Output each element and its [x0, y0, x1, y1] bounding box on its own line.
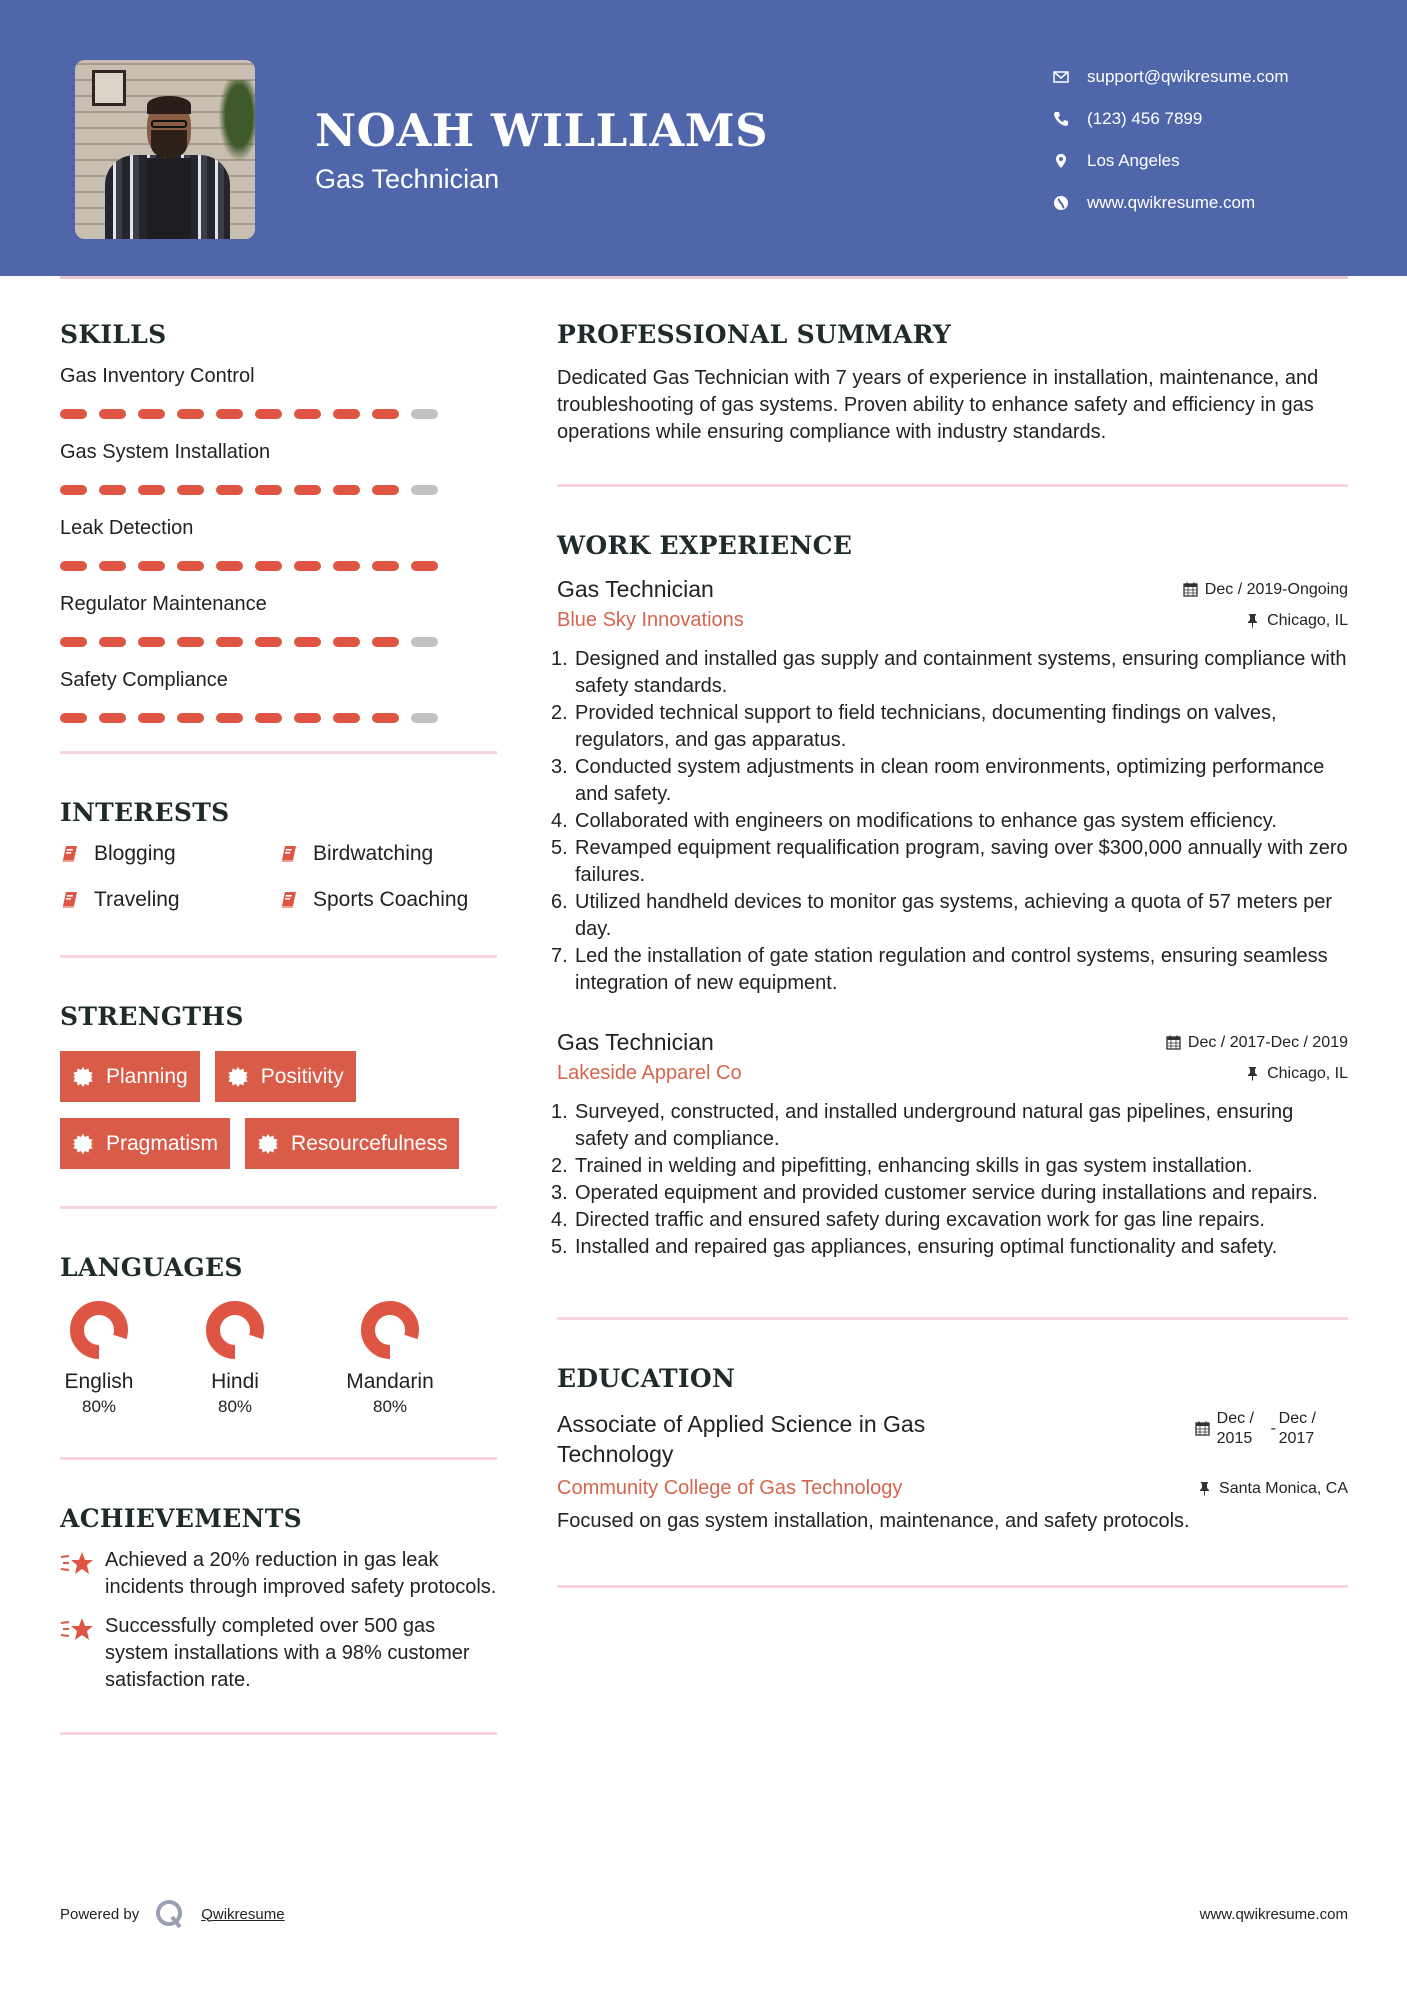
job-location [1245, 1065, 1348, 1083]
job-bullet: 1. Surveyed, constructed, and installed underground natural gas pipelines, ensuring safety and compliance. [551, 1101, 1294, 1150]
company-name: Lakeside Apparel Co [557, 1062, 742, 1084]
education-location-text: Santa Monica, CA [1219, 1479, 1348, 1497]
skill-rating [60, 409, 497, 419]
strength-chip [60, 1051, 200, 1102]
job-location-text: Chicago, IL [1267, 1064, 1348, 1082]
language-level: 80% [372, 1397, 408, 1416]
phone-icon [1050, 111, 1087, 127]
pushpin-icon [1197, 1481, 1212, 1496]
start-year: 2015 [1216, 1430, 1253, 1447]
skill-item [60, 591, 497, 647]
strength-chip [60, 1118, 230, 1169]
contact-location [1050, 140, 1289, 182]
language-item [60, 1300, 138, 1417]
section-divider [60, 751, 497, 754]
skill-rating [60, 637, 497, 647]
section-divider [557, 484, 1348, 487]
map-pin-icon [1050, 153, 1087, 169]
job-bullet: 7. Led the installation of gate station regulation and control systems, ensuring seamless integration of new equipment. [551, 945, 1328, 994]
summary-text: Dedicated Gas Technician with 7 years of experience in installation, maintenance, and troubleshooting of gas systems. Proven ability to enhance safety and efficiency in gas operations while ensuring compliance with industry standards. [557, 367, 1319, 443]
contact-website[interactable] [1050, 182, 1289, 224]
badge-icon [72, 1133, 94, 1155]
job-bullet: 4. Collaborated with engineers on modifications to enhance gas system efficiency. [551, 810, 1277, 832]
strengths-section [60, 1002, 497, 1209]
language-level: 80% [217, 1397, 253, 1416]
job-date-text: Dec / 2019-Ongoing [1204, 580, 1348, 598]
experience-section [551, 531, 1348, 1320]
strength-label: Resourcefulness [291, 1131, 448, 1155]
pushpin-icon [1245, 613, 1260, 628]
language-item [196, 1300, 274, 1417]
skill-item [60, 667, 497, 723]
date-separator: - [1270, 1420, 1276, 1437]
job-role: Gas Technician [557, 1029, 714, 1055]
job-bullet: 3. Conducted system adjustments in clean room environments, optimizing performance and safety. [551, 756, 1325, 805]
calendar-icon [1195, 1421, 1210, 1436]
job-date-text: Dec / 2017-Dec / 2019 [1187, 1033, 1348, 1051]
qwikresume-logo-icon [154, 1898, 186, 1930]
job-entry [551, 1029, 1348, 1261]
skill-rating [60, 485, 497, 495]
right-column [551, 320, 1348, 1588]
badge-icon [257, 1133, 279, 1155]
achievement-text: Achieved a 20% reduction in gas leak incidents through improved safety protocols. [105, 1549, 497, 1598]
resume-header [0, 0, 1407, 276]
strengths-heading: STRENGTHS [60, 1002, 244, 1031]
interest-label: Sports Coaching [313, 888, 469, 911]
badge-icon [72, 1066, 94, 1088]
job-bullet: 4. Directed traffic and ensured safety during excavation work for gas line repairs. [551, 1209, 1265, 1231]
interest-item [60, 841, 279, 867]
school-name: Community College of Gas Technology [557, 1477, 903, 1499]
language-name: English [64, 1370, 134, 1393]
skill-label: Gas Inventory Control [60, 365, 255, 387]
book-icon [279, 890, 299, 910]
achievement-text: Successfully completed over 500 gas system installations with a 98% customer satisfaction rate. [105, 1615, 470, 1691]
degree-title: Associate of Applied Science in Gas Technology [557, 1411, 926, 1467]
contact-phone-text: (123) 456 7899 [1087, 109, 1203, 128]
section-divider [60, 1457, 497, 1460]
job-date [1183, 581, 1348, 599]
job-location [1245, 612, 1348, 630]
globe-icon [1050, 195, 1087, 211]
strength-chip [215, 1051, 356, 1102]
job-bullet: 1. Designed and installed gas supply and containment systems, ensuring compliance with safety standards. [551, 648, 1347, 697]
contact-phone[interactable] [1050, 98, 1289, 140]
strength-label: Positivity [260, 1064, 344, 1088]
skills-section [60, 320, 497, 754]
book-icon [279, 844, 299, 864]
envelope-icon [1050, 69, 1087, 85]
education-heading: EDUCATION [557, 1364, 736, 1393]
end-month: Dec / [1278, 1410, 1316, 1427]
job-bullet: 6. Utilized handheld devices to monitor gas systems, achieving a quota of 57 meters per day. [551, 891, 1333, 940]
section-divider [60, 1206, 497, 1209]
calendar-icon [1166, 1035, 1181, 1050]
job-location-text: Chicago, IL [1267, 611, 1348, 629]
interest-item [279, 887, 497, 913]
book-icon [60, 844, 80, 864]
strength-label: Pragmatism [106, 1131, 219, 1155]
end-year: 2017 [1278, 1430, 1315, 1447]
header-divider [60, 276, 1348, 279]
candidate-name: NOAH WILLIAMS [315, 104, 769, 157]
skill-item [60, 439, 497, 495]
skill-label: Safety Compliance [60, 669, 228, 691]
job-date [1166, 1034, 1348, 1052]
summary-section [557, 320, 1348, 487]
job-bullet: 5. Installed and repaired gas appliances, ensuring optimal functionality and safety. [551, 1236, 1278, 1258]
languages-section [60, 1253, 497, 1460]
language-name: Hindi [211, 1370, 259, 1393]
interest-label: Blogging [94, 842, 176, 865]
strength-label: Planning [106, 1064, 188, 1088]
progress-ring-icon [205, 1300, 265, 1360]
interest-item [279, 841, 497, 867]
contact-email[interactable] [1050, 56, 1289, 98]
section-divider [557, 1317, 1348, 1320]
achievements-section [60, 1504, 497, 1735]
achievement-item [60, 1547, 497, 1601]
left-column [60, 320, 497, 1735]
job-bullets [551, 1099, 1348, 1261]
footer-website[interactable]: www.qwikresume.com [1199, 1906, 1348, 1923]
skills-heading: SKILLS [60, 320, 167, 349]
shooting-star-icon [60, 1615, 94, 1643]
education-section [557, 1364, 1348, 1588]
language-item [340, 1300, 440, 1417]
contact-email-text: support@qwikresume.com [1087, 67, 1289, 86]
education-location [1197, 1480, 1348, 1498]
section-divider [557, 1585, 1348, 1588]
job-bullet: 2. Provided technical support to field technicians, documenting findings on valves, regulators, and gas apparatus. [551, 702, 1277, 751]
summary-heading: PROFESSIONAL SUMMARY [557, 320, 952, 349]
skill-item [60, 363, 497, 419]
skill-rating [60, 713, 497, 723]
section-divider [60, 955, 497, 958]
book-icon [60, 890, 80, 910]
job-bullet: 3. Operated equipment and provided customer service during installations and repairs. [551, 1182, 1318, 1204]
education-description: Focused on gas system installation, maintenance, and safety protocols. [557, 1510, 1190, 1532]
skill-item [60, 515, 497, 571]
skill-label: Regulator Maintenance [60, 593, 267, 615]
education-date [1195, 1409, 1316, 1449]
achievement-item [60, 1613, 497, 1694]
interest-label: Traveling [94, 888, 180, 911]
job-bullets [551, 646, 1348, 997]
progress-ring-icon [360, 1300, 420, 1360]
progress-ring-icon [69, 1300, 129, 1360]
section-divider [60, 1732, 497, 1735]
profile-photo [75, 60, 255, 239]
contact-list [1050, 56, 1289, 224]
job-role: Gas Technician [557, 576, 714, 602]
calendar-icon [1183, 582, 1198, 597]
pushpin-icon [1245, 1066, 1260, 1081]
experience-heading: WORK EXPERIENCE [557, 531, 853, 560]
powered-by-label: Powered by [60, 1905, 140, 1923]
candidate-title: Gas Technician [315, 164, 500, 194]
footer-powered-by [60, 1898, 285, 1930]
interest-label: Birdwatching [313, 842, 434, 865]
interests-section [60, 798, 497, 958]
interest-item [60, 887, 279, 913]
language-level: 80% [81, 1397, 117, 1416]
skill-rating [60, 561, 497, 571]
shooting-star-icon [60, 1549, 94, 1577]
languages-heading: LANGUAGES [60, 1253, 243, 1282]
job-entry [551, 576, 1348, 997]
contact-website-text: www.qwikresume.com [1087, 193, 1256, 212]
badge-icon [227, 1066, 249, 1088]
achievements-heading: ACHIEVEMENTS [60, 1504, 302, 1533]
language-name: Mandarin [346, 1370, 434, 1393]
job-bullet: 5. Revamped equipment requalification program, saving over $300,000 annually with zero failures. [551, 837, 1348, 886]
contact-location-text: Los Angeles [1087, 151, 1180, 170]
interests-heading: INTERESTS [60, 798, 230, 827]
start-month: Dec / [1216, 1410, 1254, 1427]
company-name: Blue Sky Innovations [557, 609, 744, 631]
job-bullet: 2. Trained in welding and pipefitting, enhancing skills in gas system installation. [551, 1155, 1253, 1177]
skill-label: Leak Detection [60, 517, 194, 539]
strength-chip [245, 1118, 459, 1169]
skill-label: Gas System Installation [60, 441, 271, 463]
qwikresume-link[interactable]: Qwikresume [201, 1905, 285, 1923]
